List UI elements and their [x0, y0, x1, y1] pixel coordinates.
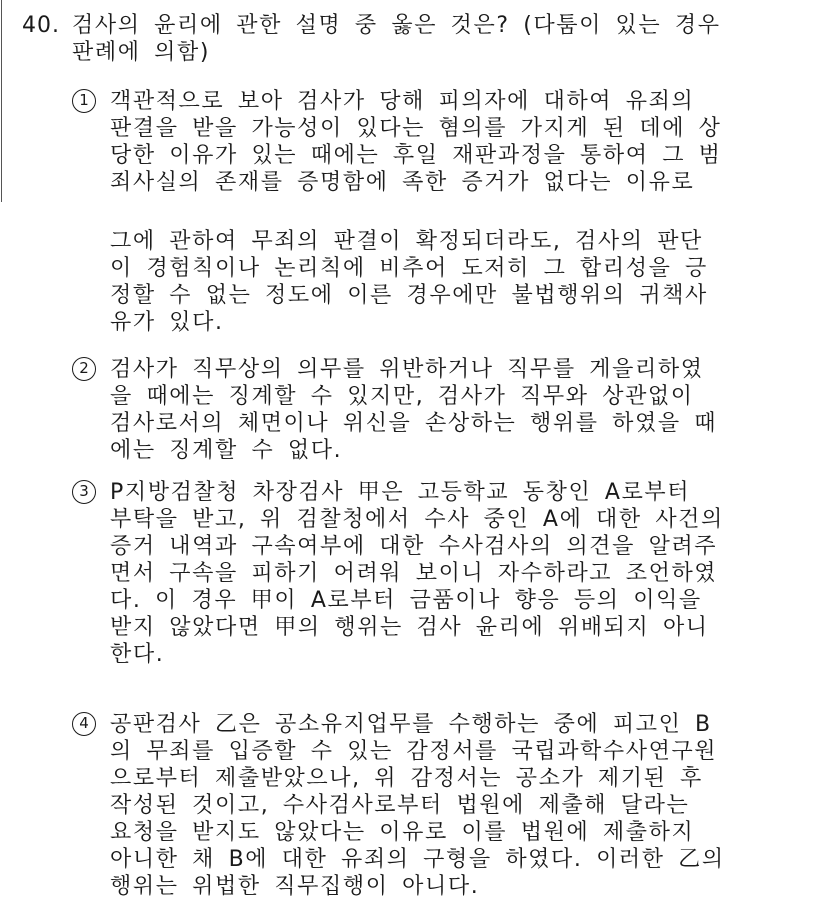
option-text-line: 작성된 것이고, 수사검사로부터 법원에 제출해 달라는: [110, 793, 690, 818]
option-text-line: 으로부터 제출받았으나, 위 감정서는 공소가 제기된 후: [110, 766, 703, 791]
option-text-line: 면서 구속을 피하기 어려워 보이니 자수하라고 조언하였: [110, 561, 718, 586]
option-text-line: 을 때에는 징계할 수 있지만, 검사가 직무와 상관없이: [110, 384, 694, 409]
circled-number-2-icon: 2: [72, 357, 96, 381]
option-text-line: 아니한 채 B에 대한 유죄의 구형을 하였다. 이러한 乙의: [110, 847, 725, 872]
option-text-line: 한다.: [110, 642, 165, 667]
option-text-line: 증거 내역과 구속여부에 대한 수사검사의 의견을 알려주: [110, 534, 718, 559]
option-text-line: 이 경험칙이나 논리칙에 비추어 도저히 그 합리성을 긍: [110, 256, 708, 281]
option-text-line: 죄사실의 존재를 증명함에 족한 증거가 없다는 이유로: [110, 170, 695, 195]
option-text-line: 객관적으로 보아 검사가 당해 피의자에 대하여 유죄의: [110, 89, 695, 114]
option-text-line: 유가 있다.: [110, 310, 224, 335]
option-text-line: P지방검찰청 차장검사 甲은 고등학교 동창인 A로부터: [110, 480, 691, 505]
option-text-line: 부탁을 받고, 위 검찰청에서 수사 중인 A에 대한 사건의: [110, 507, 724, 532]
option-text-line: 판결을 받을 가능성이 있다는 혐의를 가지게 된 데에 상: [110, 116, 722, 141]
question-text-line: 검사의 윤리에 관한 설명 중 옳은 것은? (다툼이 있는 경우: [72, 13, 721, 38]
option-text-line: 에는 징계할 수 없다.: [110, 438, 343, 463]
option-text-line: 다. 이 경우 甲이 A로부터 금품이나 향응 등의 이익을: [110, 588, 702, 613]
option-text-line: 그에 관하여 무죄의 판결이 확정되더라도, 검사의 판단: [110, 229, 703, 254]
option-text-line: 의 무죄를 입증할 수 있는 감정서를 국립과학수사연구원: [110, 739, 718, 764]
option-text-line: 정할 수 없는 정도에 이른 경우에만 불법행위의 귀책사: [110, 283, 708, 308]
circled-number-4-icon: 4: [72, 712, 96, 736]
option-text-line: 검사가 직무상의 의무를 위반하거나 직무를 게을리하였: [110, 357, 704, 382]
option-text-line: 요청을 받지도 않았다는 이유로 이를 법원에 제출하지: [110, 820, 695, 845]
option-text-line: 행위는 위법한 직무집행이 아니다.: [110, 874, 480, 899]
circled-number-3-icon: 3: [72, 480, 96, 504]
option-text-line: 당한 이유가 있는 때에는 후일 재판과정을 통하여 그 범: [110, 143, 722, 168]
option-text-line: 공판검사 乙은 공소유지업무를 수행하는 중에 피고인 B: [110, 712, 712, 737]
option-text-line: 받지 않았다면 甲의 행위는 검사 윤리에 위배되지 아니: [110, 615, 709, 640]
page-column-rule: [1, 0, 2, 202]
option-text-line: 검사로서의 체면이나 위신을 손상하는 행위를 하였을 때: [110, 411, 718, 436]
circled-number-1-icon: 1: [72, 89, 96, 113]
question-number: 40.: [22, 13, 60, 38]
question-text-line: 판례에 의함): [72, 40, 211, 65]
